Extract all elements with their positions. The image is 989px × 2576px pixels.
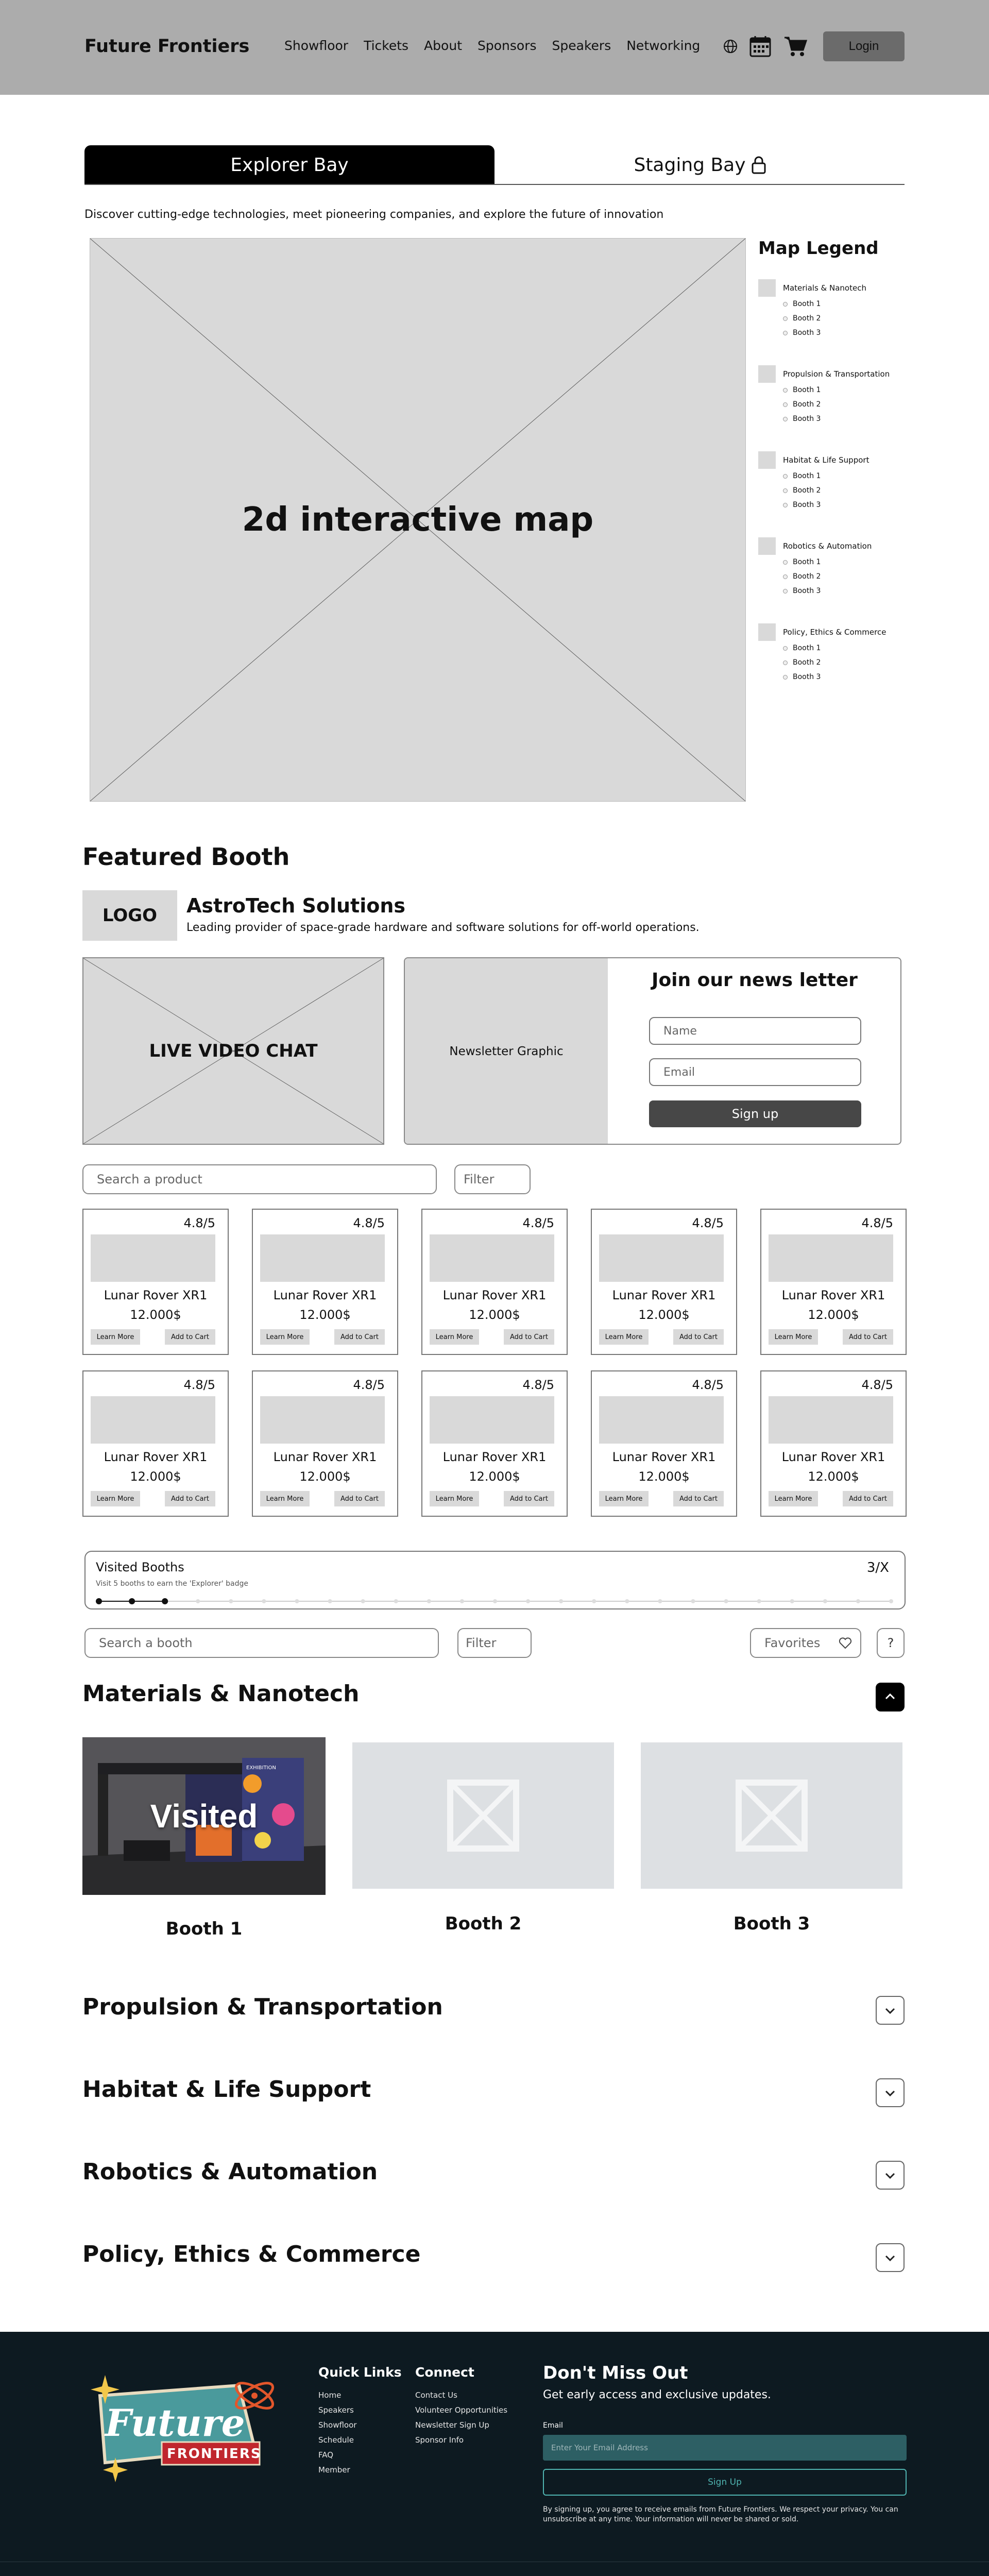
- legend-booth-label: Booth 2: [793, 400, 821, 409]
- lock-icon: [751, 156, 766, 174]
- category-title[interactable]: Propulsion & Transportation: [82, 1994, 443, 2020]
- product-name: Lunar Rover XR1: [104, 1288, 208, 1302]
- footer-email-label: Email: [543, 2421, 563, 2430]
- chevron-down-icon: [882, 2003, 898, 2018]
- progress-dot: [427, 1599, 431, 1603]
- visited-progress: [96, 1595, 894, 1607]
- featured-title: Featured Booth: [82, 843, 290, 871]
- product-image: [769, 1396, 893, 1444]
- product-card[interactable]: [421, 1209, 568, 1355]
- product-filter-button[interactable]: Filter: [454, 1164, 531, 1194]
- product-image: [769, 1234, 893, 1282]
- booth-3-name[interactable]: Booth 3: [733, 1913, 810, 1934]
- product-image: [599, 1396, 724, 1444]
- main-nav: [284, 38, 700, 53]
- help-button[interactable]: ?: [877, 1628, 905, 1658]
- product-rating: 4.8/5: [861, 1216, 893, 1230]
- legend-category-label: Propulsion & Transportation: [783, 369, 890, 379]
- footer-quick-link[interactable]: Member: [318, 2465, 350, 2475]
- nav-networking[interactable]: Networking: [626, 38, 701, 53]
- legend-bullet: [783, 503, 788, 507]
- chevron-down-icon: [882, 2250, 898, 2265]
- legend-bullet: [783, 660, 788, 665]
- progress-dot: [559, 1599, 563, 1603]
- add-to-cart-button[interactable]: Add to Cart: [165, 1329, 215, 1345]
- add-to-cart-button[interactable]: Add to Cart: [165, 1491, 215, 1506]
- legend-category[interactable]: [758, 365, 890, 383]
- add-to-cart-button[interactable]: Add to Cart: [673, 1491, 724, 1506]
- map-label: 2d interactive map: [242, 501, 594, 539]
- product-rating: 4.8/5: [353, 1216, 385, 1230]
- legend-bullet: [783, 388, 788, 393]
- visited-hint: Visit 5 booths to earn the 'Explorer' badge: [96, 1580, 249, 1588]
- progress-dot: [361, 1599, 365, 1603]
- legend-category-label: Habitat & Life Support: [783, 455, 869, 465]
- tab-explorer-bay[interactable]: Explorer Bay: [84, 145, 494, 184]
- progress-dot: [493, 1599, 497, 1603]
- visited-title: Visited Booths: [96, 1560, 184, 1574]
- booth-1-image[interactable]: [82, 1737, 326, 1895]
- live-video-chat[interactable]: [82, 957, 384, 1145]
- footer-connect-link[interactable]: Contact Us: [415, 2391, 457, 2400]
- product-rating: 4.8/5: [522, 1378, 554, 1392]
- legend-booth-item[interactable]: [783, 400, 821, 409]
- nav-speakers[interactable]: Speakers: [552, 38, 611, 53]
- cta-title: Don't Miss Out: [543, 2363, 688, 2383]
- legend-booth-label: Booth 1: [793, 386, 821, 394]
- progress-dot: [889, 1599, 893, 1603]
- progress-dot: [196, 1599, 200, 1603]
- category-title[interactable]: Habitat & Life Support: [82, 2076, 371, 2103]
- product-card[interactable]: [252, 1209, 398, 1355]
- product-price: 12.000$: [469, 1308, 520, 1322]
- category-title[interactable]: Robotics & Automation: [82, 2159, 378, 2185]
- interactive-map[interactable]: [90, 238, 746, 802]
- product-name: Lunar Rover XR1: [781, 1288, 885, 1302]
- progress-dot: [592, 1599, 596, 1603]
- visited-booths-card: [84, 1551, 906, 1609]
- product-name: Lunar Rover XR1: [442, 1288, 547, 1302]
- legend-booth-item[interactable]: [783, 329, 821, 337]
- learn-more-button[interactable]: Learn More: [769, 1329, 818, 1345]
- product-name: Lunar Rover XR1: [273, 1450, 377, 1464]
- legend-booth-label: Booth 3: [793, 501, 821, 509]
- legend-category-label: Materials & Nanotech: [783, 283, 866, 293]
- product-card[interactable]: [760, 1209, 907, 1355]
- image-placeholder-icon: [447, 1780, 519, 1852]
- legend-booth-item[interactable]: [783, 558, 821, 566]
- legend-booth-item[interactable]: [783, 486, 821, 495]
- footer-connect-link[interactable]: Sponsor Info: [415, 2435, 464, 2445]
- progress-dot: [328, 1599, 332, 1603]
- legend-category[interactable]: [758, 623, 886, 641]
- product-image: [260, 1234, 385, 1282]
- product-price: 12.000$: [130, 1308, 181, 1322]
- legend-swatch: [758, 537, 776, 555]
- legend-booth-label: Booth 2: [793, 572, 821, 581]
- favorites-label: Favorites: [764, 1636, 821, 1650]
- product-rating: 4.8/5: [183, 1216, 215, 1230]
- product-image: [91, 1396, 215, 1444]
- cart-icon[interactable]: [783, 34, 808, 59]
- product-price: 12.000$: [299, 1469, 351, 1484]
- progress-dot: [691, 1599, 695, 1603]
- visited-overlay: Visited: [150, 1798, 258, 1835]
- add-to-cart-button[interactable]: Add to Cart: [673, 1329, 724, 1345]
- tab-staging-label: Staging Bay: [634, 154, 746, 176]
- chevron-down-icon: [882, 2168, 898, 2182]
- chevron-up-icon: [882, 1690, 898, 1704]
- video-label: LIVE VIDEO CHAT: [149, 1041, 318, 1061]
- visited-count: 3/X: [866, 1560, 889, 1575]
- legend-booth-item[interactable]: [783, 300, 821, 308]
- legend-booth-label: Booth 1: [793, 558, 821, 566]
- add-to-cart-button[interactable]: Add to Cart: [334, 1329, 385, 1345]
- legend-bullet: [783, 474, 788, 479]
- product-rating: 4.8/5: [353, 1378, 385, 1392]
- product-name: Lunar Rover XR1: [104, 1450, 208, 1464]
- connect-title: Connect: [415, 2365, 474, 2380]
- legend-swatch: [758, 279, 776, 297]
- favorites-button[interactable]: [750, 1628, 861, 1658]
- learn-more-button[interactable]: Learn More: [599, 1491, 649, 1506]
- legend-bullet: [783, 402, 788, 407]
- learn-more-button[interactable]: Learn More: [260, 1491, 310, 1506]
- nav-showfloor[interactable]: Showfloor: [284, 38, 349, 53]
- product-image: [430, 1234, 554, 1282]
- heart-icon: [839, 1637, 852, 1649]
- add-to-cart-button[interactable]: Add to Cart: [843, 1491, 893, 1506]
- newsletter-email-input[interactable]: Email: [649, 1058, 861, 1086]
- globe-icon[interactable]: [718, 34, 743, 59]
- image-placeholder-icon: [736, 1780, 808, 1852]
- progress-dot: [790, 1599, 794, 1603]
- brand-logo[interactable]: Future Frontiers: [84, 36, 250, 57]
- legend-booth-label: Booth 3: [793, 587, 821, 595]
- footer-signup-button[interactable]: Sign Up: [543, 2469, 907, 2496]
- product-rating: 4.8/5: [692, 1378, 724, 1392]
- company-description: Leading provider of space-grade hardware and software solutions for off-world operations.: [186, 921, 700, 934]
- category-title[interactable]: Policy, Ethics & Commerce: [82, 2241, 421, 2267]
- product-price: 12.000$: [638, 1308, 690, 1322]
- booth-1-name[interactable]: Booth 1: [165, 1919, 243, 1939]
- quick-links-title: Quick Links: [318, 2365, 402, 2380]
- legend-booth-item[interactable]: [783, 314, 821, 323]
- footer-quick-link[interactable]: Speakers: [318, 2405, 354, 2415]
- legend-bullet: [783, 560, 788, 565]
- legend-bullet: [783, 331, 788, 335]
- progress-dot: [823, 1599, 827, 1603]
- product-image: [91, 1234, 215, 1282]
- legend-booth-item[interactable]: [783, 644, 821, 652]
- legend-swatch: [758, 451, 776, 469]
- legend-category[interactable]: [758, 279, 866, 297]
- progress-dot: [658, 1599, 662, 1603]
- add-to-cart-button[interactable]: Add to Cart: [504, 1329, 554, 1345]
- legend-booth-label: Booth 1: [793, 300, 821, 308]
- legend-category-label: Policy, Ethics & Commerce: [783, 628, 886, 637]
- legend-title: Map Legend: [758, 238, 879, 259]
- progress-dot: [129, 1598, 135, 1604]
- booth-search-input[interactable]: Search a booth: [84, 1628, 439, 1658]
- legend-booth-label: Booth 1: [793, 644, 821, 652]
- legend-category-label: Robotics & Automation: [783, 541, 872, 551]
- legend-booth-item[interactable]: [783, 572, 821, 581]
- progress-dot: [229, 1599, 233, 1603]
- booth-3-image[interactable]: [641, 1742, 902, 1889]
- progress-dot: [460, 1599, 464, 1603]
- page-subtitle: Discover cutting-edge technologies, meet pioneering companies, and explore the future of innovation: [84, 208, 664, 221]
- footer-quick-link[interactable]: Home: [318, 2391, 342, 2400]
- product-image: [430, 1396, 554, 1444]
- legend-swatch: [758, 623, 776, 641]
- poster-text: EXHIBITION: [246, 1765, 276, 1771]
- newsletter-graphic: Newsletter Graphic: [405, 958, 608, 1145]
- tab-staging-bay[interactable]: [496, 145, 905, 184]
- nav-tickets[interactable]: Tickets: [364, 38, 409, 53]
- product-price: 12.000$: [638, 1469, 690, 1484]
- progress-dot: [394, 1599, 398, 1603]
- product-rating: 4.8/5: [522, 1216, 554, 1230]
- company-logo: LOGO: [82, 890, 177, 941]
- legend-booth-label: Booth 3: [793, 329, 821, 337]
- learn-more-button[interactable]: Learn More: [91, 1329, 140, 1345]
- product-card[interactable]: [252, 1370, 398, 1517]
- legend-booth-item[interactable]: [783, 673, 821, 681]
- product-price: 12.000$: [808, 1308, 859, 1322]
- product-price: 12.000$: [469, 1469, 520, 1484]
- site-header: [0, 0, 989, 95]
- tab-divider: [84, 184, 905, 185]
- footer-logo[interactable]: [84, 2365, 280, 2488]
- learn-more-button[interactable]: Learn More: [260, 1329, 310, 1345]
- nav-sponsors[interactable]: Sponsors: [478, 38, 537, 53]
- company-name: AstroTech Solutions: [186, 894, 406, 917]
- footer-logo-bottom: FRONTIERS: [167, 2446, 262, 2462]
- legend-bullet: [783, 488, 788, 493]
- booth-filter-button[interactable]: Filter: [457, 1628, 532, 1658]
- legend-bullet: [783, 417, 788, 421]
- footer-logo-top: Future: [105, 2401, 245, 2445]
- product-name: Lunar Rover XR1: [781, 1450, 885, 1464]
- product-rating: 4.8/5: [692, 1216, 724, 1230]
- progress-dot: [757, 1599, 761, 1603]
- legend-bullet: [783, 302, 788, 307]
- booth-2-name[interactable]: Booth 2: [445, 1913, 522, 1934]
- newsletter-name-input[interactable]: Name: [649, 1017, 861, 1045]
- expand-button[interactable]: [876, 2161, 905, 2190]
- legend-booth-item[interactable]: [783, 658, 821, 667]
- cta-subtitle: Get early access and exclusive updates.: [543, 2388, 771, 2401]
- footer-connect-link[interactable]: Volunteer Opportunities: [415, 2405, 508, 2415]
- add-to-cart-button[interactable]: Add to Cart: [843, 1329, 893, 1345]
- legend-booth-item[interactable]: [783, 501, 821, 509]
- legend-bullet: [783, 646, 788, 651]
- progress-dot: [526, 1599, 530, 1603]
- legend-booth-label: Booth 2: [793, 486, 821, 495]
- newsletter-signup-button[interactable]: Sign up: [649, 1100, 861, 1127]
- expand-button[interactable]: [876, 2243, 905, 2272]
- legend-booth-label: Booth 1: [793, 472, 821, 480]
- product-price: 12.000$: [299, 1308, 351, 1322]
- legend-category[interactable]: [758, 537, 872, 555]
- legend-booth-item[interactable]: [783, 415, 821, 423]
- legend-category[interactable]: [758, 451, 869, 469]
- product-image: [260, 1396, 385, 1444]
- footer-quick-link[interactable]: FAQ: [318, 2450, 334, 2460]
- product-card[interactable]: [760, 1370, 907, 1517]
- expand-button[interactable]: [876, 2078, 905, 2107]
- product-price: 12.000$: [808, 1469, 859, 1484]
- nav-about[interactable]: About: [424, 38, 462, 53]
- legend-bullet: [783, 316, 788, 321]
- product-rating: 4.8/5: [183, 1378, 215, 1392]
- collapse-button[interactable]: [876, 1683, 905, 1711]
- footer-disclaimer: By signing up, you agree to receive emails from Future Frontiers. We respect your privacy. You can unsubscribe at any time. Your information will never be shared or sold.: [543, 2505, 898, 2523]
- product-card[interactable]: [591, 1370, 737, 1517]
- product-price: 12.000$: [130, 1469, 181, 1484]
- product-image: [599, 1234, 724, 1282]
- progress-dot: [96, 1598, 102, 1604]
- product-card[interactable]: [421, 1370, 568, 1517]
- calendar-icon[interactable]: [748, 34, 773, 59]
- legend-booth-label: Booth 2: [793, 658, 821, 667]
- footer-email-input[interactable]: Enter Your Email Address: [543, 2435, 907, 2461]
- newsletter-title: Join our news letter: [652, 970, 858, 991]
- legend-booth-item[interactable]: [783, 386, 821, 394]
- product-rating: 4.8/5: [861, 1378, 893, 1392]
- progress-dot: [625, 1599, 629, 1603]
- progress-dot: [856, 1599, 860, 1603]
- chevron-down-icon: [882, 2086, 898, 2100]
- category-title[interactable]: Materials & Nanotech: [82, 1681, 360, 1707]
- legend-bullet: [783, 675, 788, 680]
- login-button[interactable]: Login: [823, 31, 905, 61]
- legend-bullet: [783, 574, 788, 579]
- expand-button[interactable]: [876, 1996, 905, 2025]
- legend-booth-item[interactable]: [783, 587, 821, 595]
- legend-booth-label: Booth 3: [793, 415, 821, 423]
- progress-dot: [724, 1599, 728, 1603]
- legend-booth-label: Booth 3: [793, 673, 821, 681]
- progress-dot: [262, 1599, 266, 1603]
- footer-quick-link[interactable]: Schedule: [318, 2435, 354, 2445]
- product-search-input[interactable]: Search a product: [82, 1164, 437, 1194]
- learn-more-button[interactable]: Learn More: [91, 1491, 140, 1506]
- footer-quick-link[interactable]: Showfloor: [318, 2420, 357, 2430]
- legend-booth-label: Booth 2: [793, 314, 821, 323]
- product-card[interactable]: [591, 1209, 737, 1355]
- product-name: Lunar Rover XR1: [442, 1450, 547, 1464]
- learn-more-button[interactable]: Learn More: [599, 1329, 649, 1345]
- product-name: Lunar Rover XR1: [612, 1450, 716, 1464]
- add-to-cart-button[interactable]: Add to Cart: [334, 1491, 385, 1506]
- product-card[interactable]: [82, 1209, 229, 1355]
- booth-2-image[interactable]: [352, 1742, 614, 1889]
- progress-dot: [162, 1598, 168, 1604]
- add-to-cart-button[interactable]: Add to Cart: [504, 1491, 554, 1506]
- legend-booth-item[interactable]: [783, 472, 821, 480]
- product-name: Lunar Rover XR1: [612, 1288, 716, 1302]
- legend-bullet: [783, 589, 788, 594]
- legend-swatch: [758, 365, 776, 383]
- product-name: Lunar Rover XR1: [273, 1288, 377, 1302]
- product-card[interactable]: [82, 1370, 229, 1517]
- footer-connect-link[interactable]: Newsletter Sign Up: [415, 2420, 489, 2430]
- progress-dot: [295, 1599, 299, 1603]
- learn-more-button[interactable]: Learn More: [769, 1491, 818, 1506]
- learn-more-button[interactable]: Learn More: [430, 1491, 479, 1506]
- learn-more-button[interactable]: Learn More: [430, 1329, 479, 1345]
